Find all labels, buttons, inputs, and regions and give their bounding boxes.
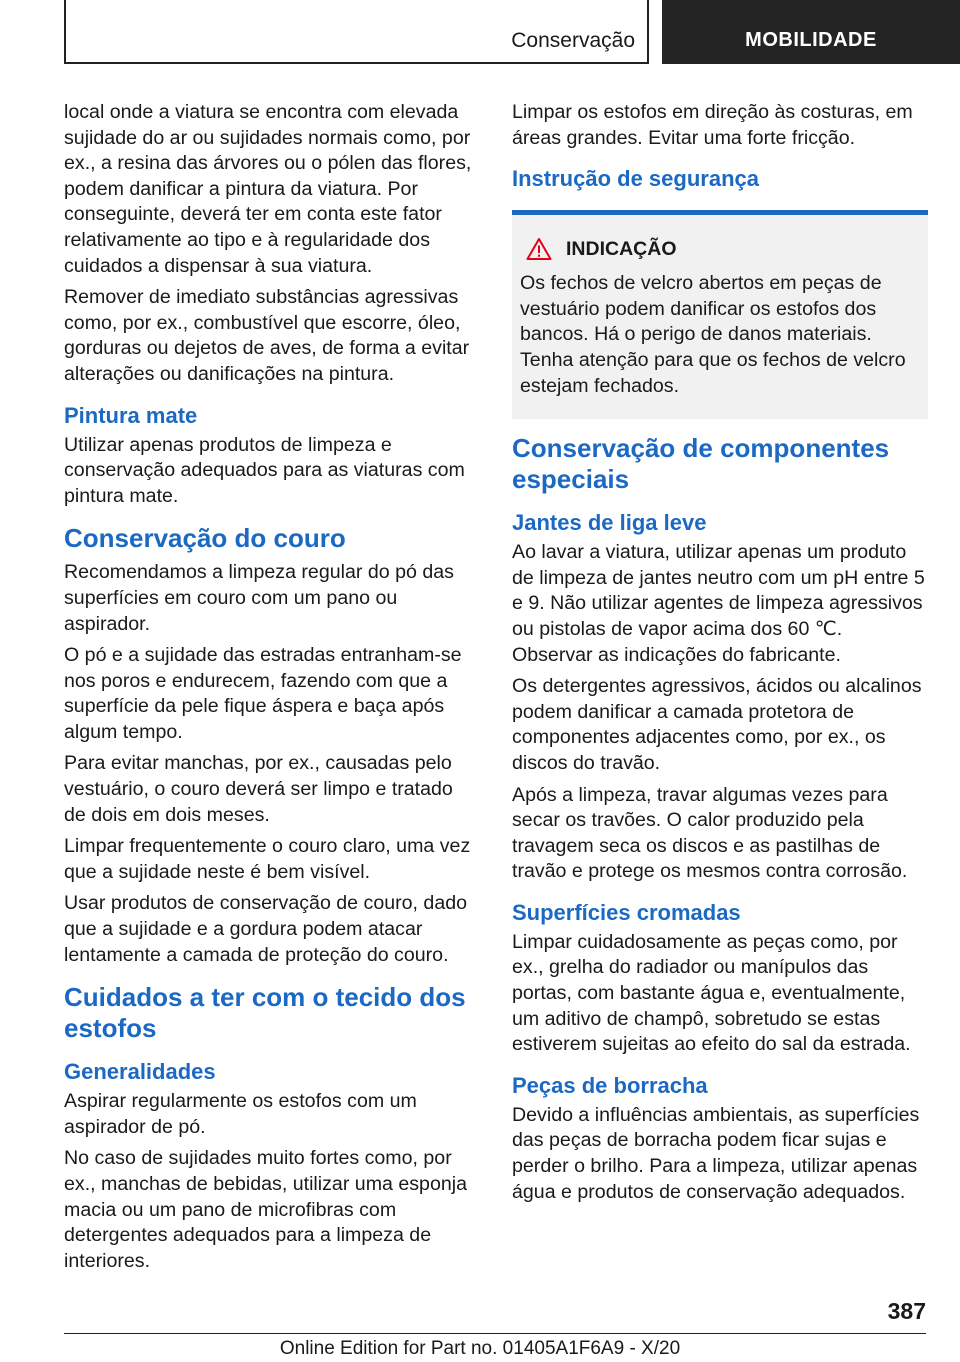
- paragraph: Limpar frequentemente o couro claro, uma vez que a sujidade neste é bem visível.: [64, 835, 471, 883]
- warning-text: Os fechos de velcro abertos em peças de vestuário podem danificar os estofos dos bancos. Há o perigo de danos materiais. Tenha atenção para que os fechos de velcro estejam fechados.: [520, 272, 906, 397]
- header-tab: [662, 0, 960, 64]
- warning-triangle-icon: [526, 237, 552, 261]
- paragraph: Limpar os estofos em direção às costuras, em áreas grandes. Evitar uma forte fricção.: [512, 101, 913, 149]
- warning-box: [512, 210, 928, 419]
- subheading-generalidades: Generalidades: [64, 1059, 216, 1085]
- page-number: 387: [887, 1298, 926, 1324]
- subheading-seguranca: Instrução de segurança: [512, 166, 759, 192]
- paragraph: Usar produtos de conservação de couro, dado que a sujidade e a gordura podem atacar lentamente a camada de proteção do couro.: [64, 892, 468, 966]
- subheading-jantes: Jantes de liga leve: [512, 510, 707, 536]
- left-column: [64, 100, 480, 1280]
- subheading-pintura-mate: Pintura mate: [64, 402, 198, 428]
- paragraph: Os detergentes agressivos, ácidos ou alcalinos podem danificar a camada protetora de componentes adjacentes como, por ex., os discos do travão.: [512, 675, 922, 774]
- header-box: [64, 0, 649, 64]
- footer-edition: Online Edition for Part no. 01405A1F6A9 - X/20: [279, 1338, 681, 1359]
- paragraph: Após a limpeza, travar algumas vezes para secar os travões. O calor produzido pela travagem seca os discos e as pastilhas de travão e protege os mesmos contra corrosão.: [512, 783, 908, 883]
- subheading-cromadas: Superfícies cromadas: [512, 899, 741, 925]
- paragraph: Aspirar regularmente os estofos com um aspirador de pó.: [64, 1090, 417, 1138]
- paragraph: Limpar cuidadosamente as peças como, por ex., grelha do radiador ou manípulos das portas, com bastante água e, eventualmente, um aditivo de champô, sobretudo se estas estiverem sujeitas ao efeito do sal da estrada.: [512, 930, 911, 1056]
- section-heading-tecido: Cuidados a ter com o tecido dos estofos: [64, 982, 466, 1044]
- section-heading-componentes: Conservação de componentes especiais: [512, 433, 890, 495]
- warning-header: [520, 237, 920, 261]
- header-tab-label: MOBILIDADE: [745, 29, 877, 51]
- paragraph: Recomendamos a limpeza regular do pó das superfícies em couro com um pano ou aspirador.: [64, 561, 454, 635]
- paragraph: O pó e a sujidade das estradas entranham-se nos poros e endurecem, fazendo com que a superfície da pele fique áspera e baça após algum tempo.: [64, 644, 462, 743]
- paragraph: Para evitar manchas, por ex., causadas pelo vestuário, o couro deverá ser limpo e tratado de dois em dois meses.: [64, 752, 453, 826]
- paragraph: Remover de imediato substâncias agressivas como, por ex., combustível que escorre, óleo, gorduras ou dejetos de aves, de forma a evitar alterações ou danificações na pintura.: [64, 286, 470, 385]
- paragraph: Ao lavar a viatura, utilizar apenas um produto de limpeza de jantes neutro com um pH entre 5 e 9. Não utilizar agentes de limpeza agressivos ou pistolas de vapor acima dos 60 ℃. Observar as indicações do fabricante.: [512, 541, 925, 666]
- right-column: [512, 100, 928, 1211]
- section-heading-couro: Conservação do couro: [64, 523, 346, 554]
- subheading-borracha: Peças de borracha: [512, 1072, 708, 1098]
- paragraph: No caso de sujidades muito fortes como, por ex., manchas de bebidas, utilizar uma esponja macia ou um pano de microfibras com detergentes adequados para a limpeza de interiores.: [64, 1147, 467, 1272]
- paragraph: local onde a viatura se encontra com elevada sujidade do ar ou sujidades normais como, por ex., a resina das árvores ou o pólen das flores, podem danificar a pintura da viatura. Por conseguinte, deverá ter em conta este fator relativamente ao tipo e à regularidade dos cuidados a dispensar à sua viatura.: [64, 101, 472, 277]
- warning-title: INDICAÇÃO: [566, 237, 677, 260]
- header-title: Conservação: [511, 29, 635, 52]
- footer-divider: [64, 1333, 926, 1334]
- paragraph: Utilizar apenas produtos de limpeza e conservação adequados para as viaturas com pintura mate.: [64, 433, 465, 507]
- paragraph: Devido a influências ambientais, as superfícies das peças de borracha podem ficar sujas e perder o brilho. Para a limpeza, utilizar apenas água e produtos de conservação adequados.: [512, 1103, 920, 1203]
